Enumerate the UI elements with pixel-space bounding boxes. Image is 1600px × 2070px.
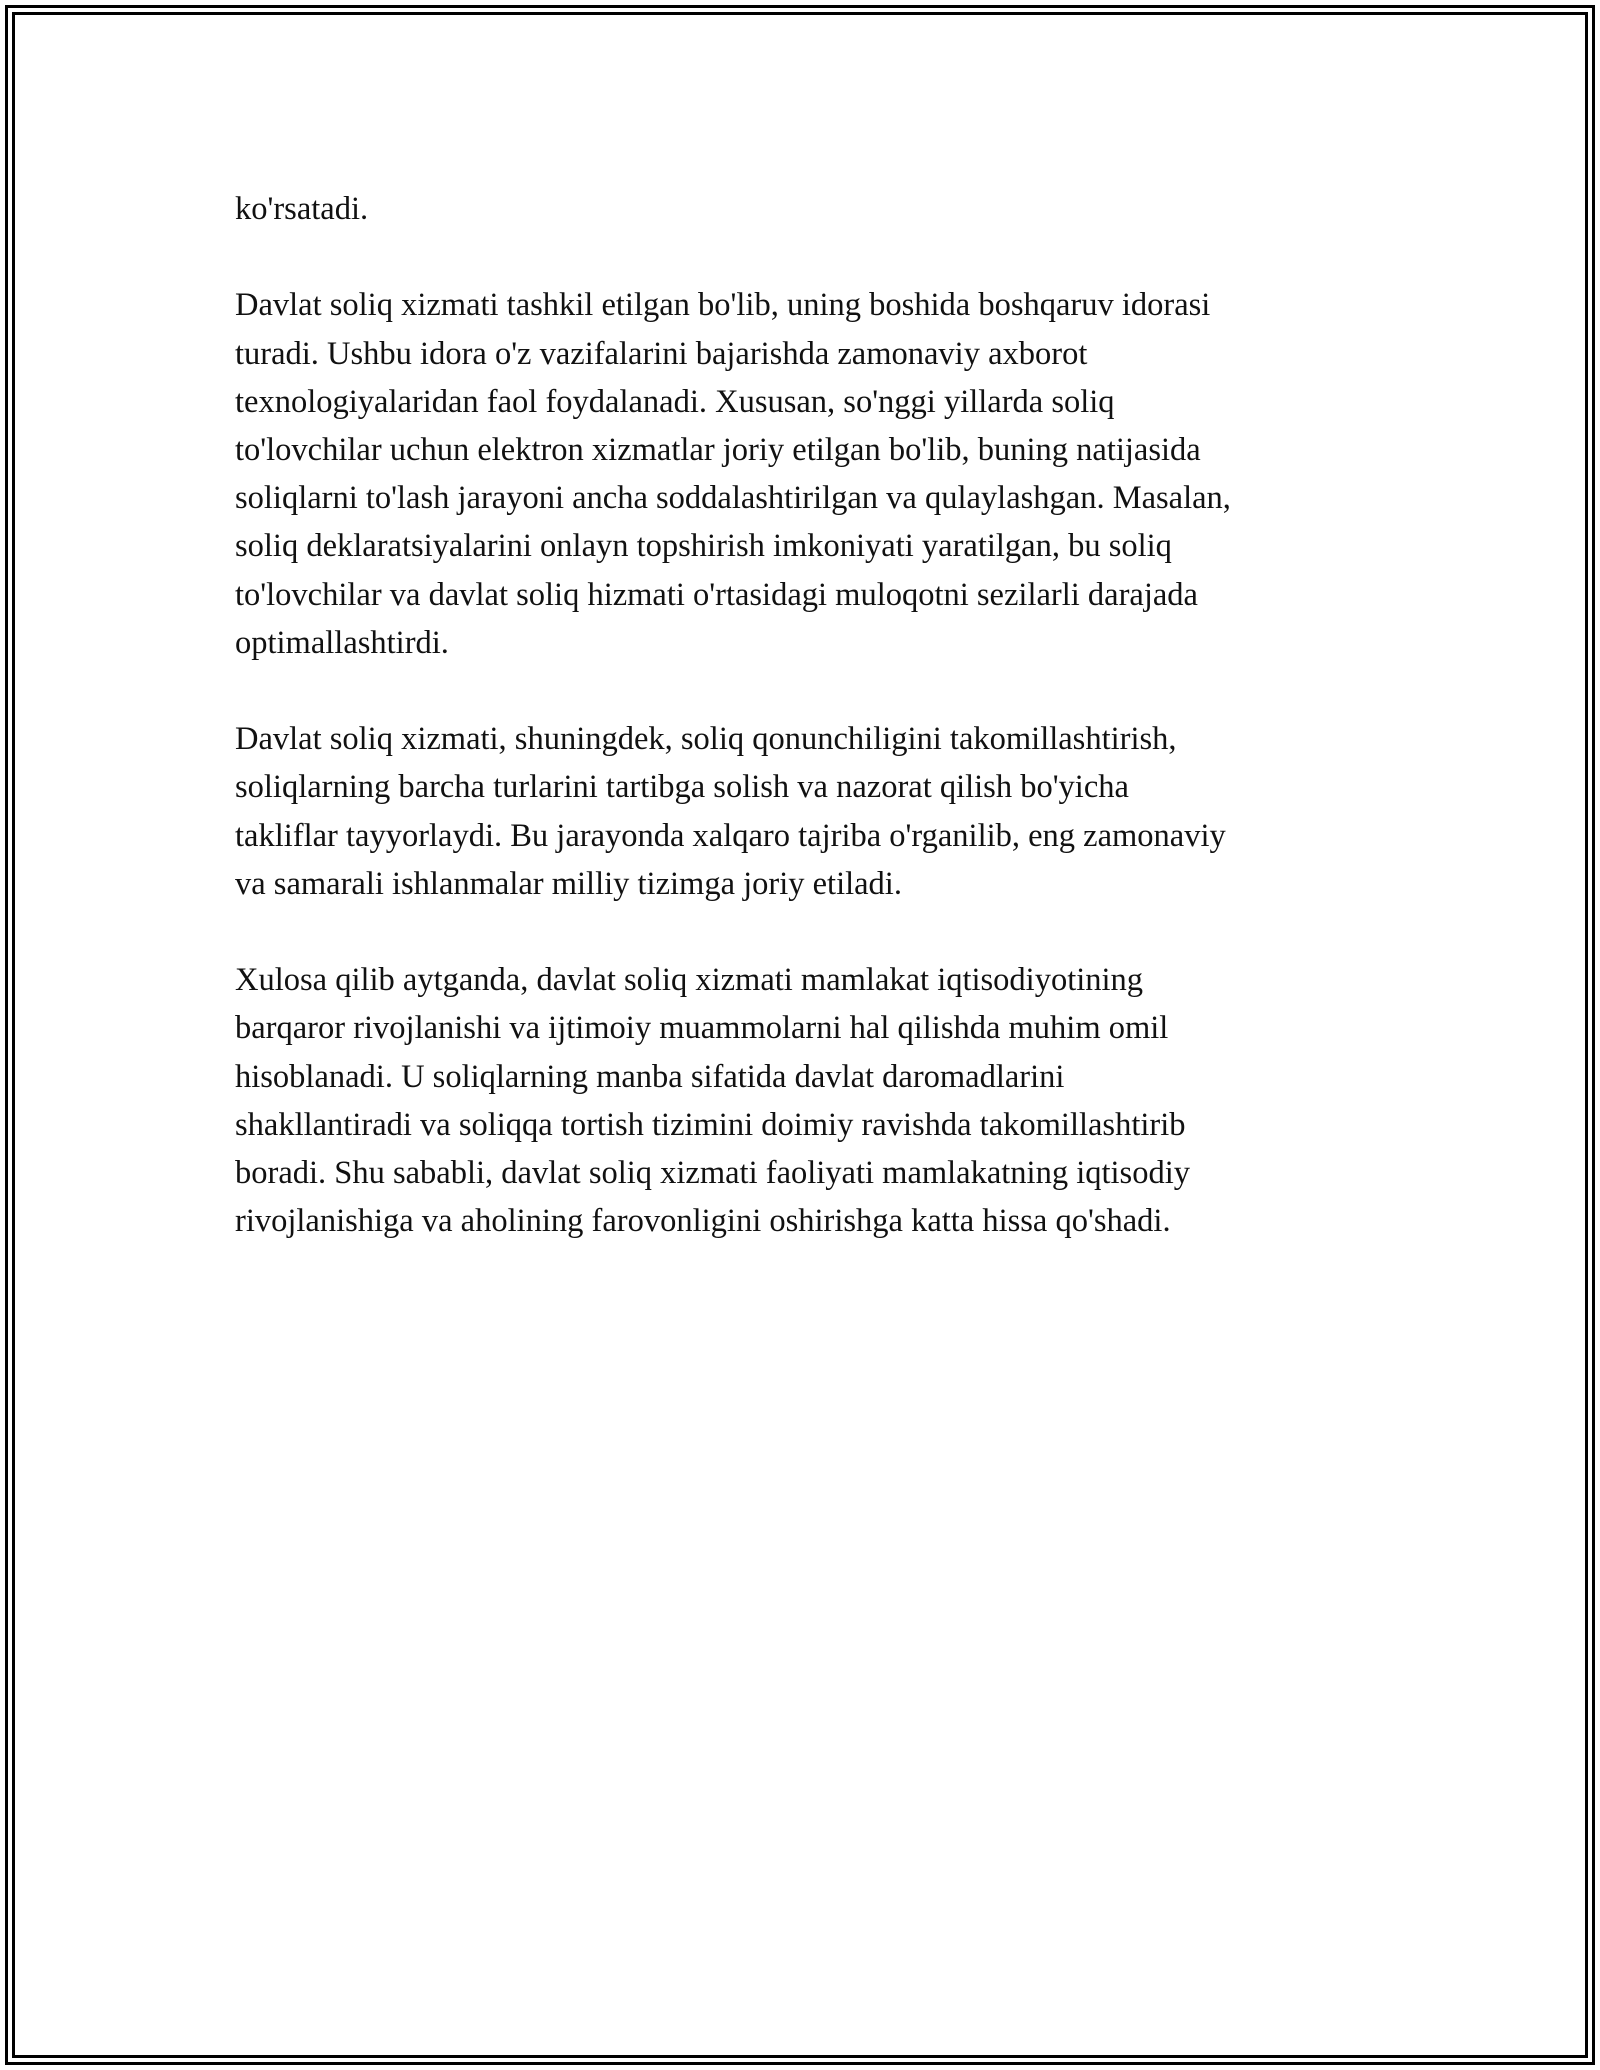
paragraph-tax-service-structure: Davlat soliq xizmati tashkil etilgan bo'lib, uning boshida boshqaruv idorasi turadi. Ushbu idora o'z vazifalarini bajarishda zamonaviy axborot texnologiyalaridan faol foydalanadi. Xususan, so'nggi yillarda soliq to'lovchilar uchun elektron xizmatlar joriy etilgan bo'lib, buning natijasida soliqlarni to'lash jarayoni ancha soddalashtirilgan va qulaylashgan. Masalan, soliq deklaratsiyalarini onlayn topshirish imkoniyati yaratilgan, bu soliq to'lovchilar va davlat soliq hizmati o'rtasidagi muloqotni sezilarli darajada optimallashtirdi. <box>235 287 1231 661</box>
paragraph-conclusion: Xulosa qilib aytganda, davlat soliq xizmati mamlakat iqtisodiyotining barqaror rivojlanishi va ijtimoiy muammolarni hal qilishda muhim omil hisoblanadi. U soliqlarning manba sifatida davlat daromadlarini shakllantiradi va soliqqa tortish tizimini doimiy ravishda takomillashtirib boradi. Shu sababli, davlat soliq xizmati faoliyati mamlakatning iqtisodiy rivojlanishiga va aholining farovonligini oshirishga katta hissa qo'shadi. <box>235 962 1190 1240</box>
document-body <box>235 185 1375 1245</box>
paragraph-continuation: ko'rsatadi. <box>235 191 369 227</box>
paragraph-legislation-improvement: Davlat soliq xizmati, shuningdek, soliq qonunchiligini takomillashtirish, soliqlarning barcha turlarini tartibga solish va nazorat qilish bo'yicha takliflar tayyorlaydi. Bu jarayonda xalqaro tajriba o'rganilib, eng zamonaviy va samarali ishlanmalar milliy tizimga joriy etiladi. <box>235 721 1226 902</box>
